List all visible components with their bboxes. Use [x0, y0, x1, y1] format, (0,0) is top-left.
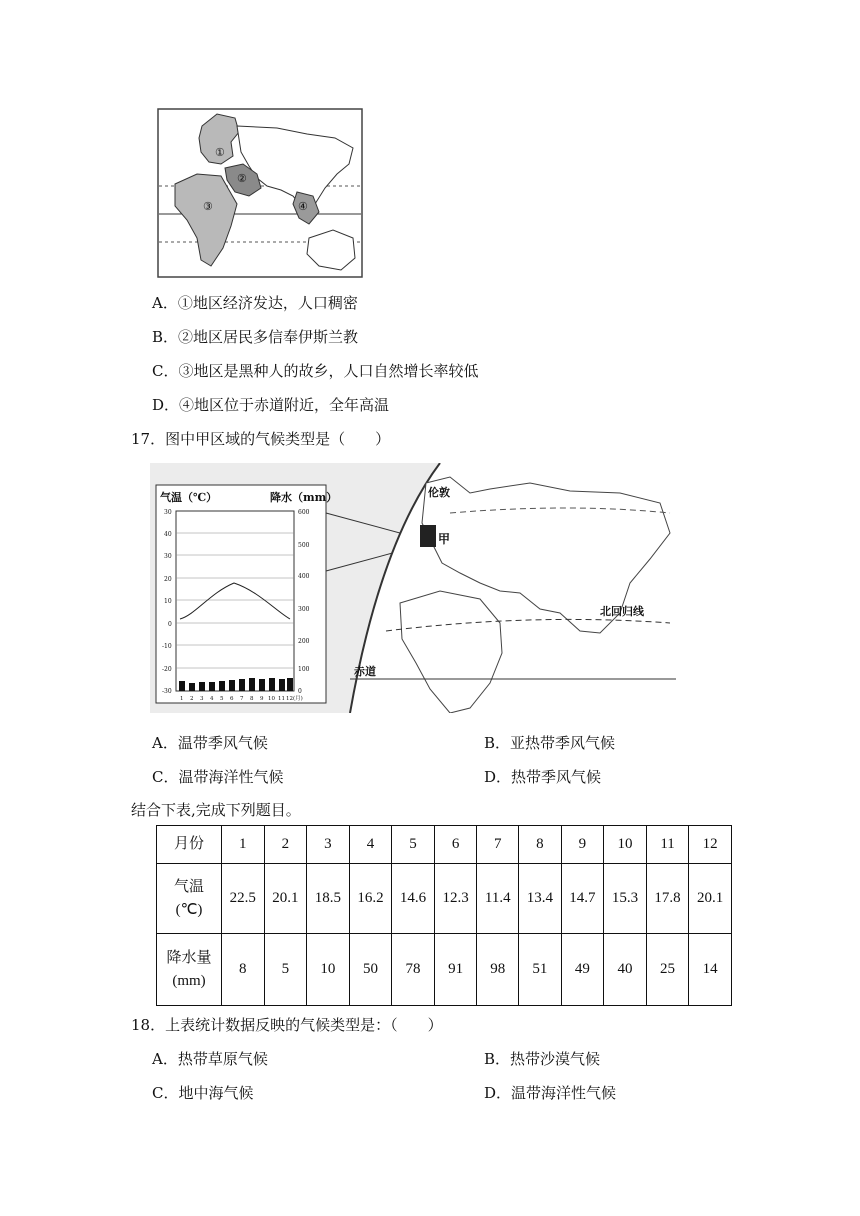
climate-data-table	[156, 825, 732, 1006]
q17-option-a[interactable]	[152, 732, 268, 753]
month-cell: 4	[349, 826, 392, 864]
precip-bar	[219, 681, 225, 691]
left-tick: 30	[164, 509, 172, 516]
q16-option-a[interactable]	[152, 292, 358, 313]
table-row-months	[157, 826, 732, 864]
q17-option-b[interactable]	[484, 732, 615, 753]
month-tick: 7	[240, 696, 244, 702]
precip-cell: 14	[689, 934, 732, 1006]
option-text: 地中海气候	[178, 1084, 254, 1102]
q17-option-d[interactable]	[484, 766, 601, 787]
precip-bar	[239, 679, 245, 691]
temp-cell: 15.3	[604, 864, 647, 934]
right-tick: 400	[298, 573, 310, 580]
month-tick: 4	[210, 696, 214, 702]
month-cell: 1	[222, 826, 265, 864]
temp-cell: 14.7	[561, 864, 604, 934]
precip-bar	[209, 682, 215, 691]
q16-map-figure	[157, 108, 363, 278]
option-letter: A．	[152, 294, 178, 312]
temp-cell: 11.4	[477, 864, 519, 934]
temp-cell: 20.1	[264, 864, 307, 934]
option-text: 热带草原气候	[177, 1050, 268, 1068]
climate-chart-and-map	[150, 463, 676, 713]
option-text: 亚热带季风气候	[510, 734, 616, 752]
temp-cell: 13.4	[519, 864, 562, 934]
precip-bar	[189, 683, 195, 691]
month-tick: 9	[260, 696, 264, 702]
precip-bar	[269, 678, 275, 691]
month-cell: 9	[561, 826, 604, 864]
month-tick: 11	[278, 696, 285, 702]
option-letter: B．	[152, 328, 179, 346]
q17-stem: 17．图中甲区域的气候类型是（ ）	[131, 430, 391, 448]
q16-option-b[interactable]	[152, 326, 358, 347]
equator-label: 赤道	[354, 665, 376, 678]
right-tick: 300	[298, 606, 310, 613]
right-tick: 100	[298, 666, 310, 673]
month-cell: 8	[519, 826, 562, 864]
q18-option-d[interactable]	[484, 1082, 616, 1103]
left-tick: -10	[162, 643, 172, 650]
month-tick: 8	[250, 696, 254, 702]
month-tick: 12(月)	[286, 696, 303, 702]
month-tick: 6	[230, 696, 234, 702]
month-cell: 10	[604, 826, 647, 864]
month-tick: 5	[220, 696, 224, 702]
month-cell: 3	[307, 826, 350, 864]
map-label-4: ④	[298, 200, 308, 213]
precip-cell: 51	[519, 934, 562, 1006]
table-intro: 结合下表,完成下列题目。	[131, 801, 301, 819]
left-tick: 10	[164, 598, 172, 605]
precip-bar	[259, 679, 265, 691]
month-tick: 2	[190, 696, 194, 702]
row-header-temperature: 气温 (℃)	[157, 864, 222, 934]
right-tick: 500	[298, 542, 310, 549]
q16-option-c[interactable]	[152, 360, 479, 381]
left-tick: -20	[162, 666, 172, 673]
option-text: ①地区经济发达，人口稠密	[177, 294, 358, 312]
option-letter: A．	[152, 734, 178, 752]
month-cell: 2	[264, 826, 307, 864]
option-letter: D．	[484, 1084, 512, 1102]
map-label-jia: 甲	[438, 532, 451, 546]
option-text: 温带海洋性气候	[178, 768, 284, 786]
precip-cell: 98	[477, 934, 519, 1006]
option-text: 热带沙漠气候	[510, 1050, 601, 1068]
right-tick: 600	[298, 509, 310, 516]
precip-cell: 78	[392, 934, 435, 1006]
precip-cell: 25	[646, 934, 689, 1006]
month-cell: 5	[392, 826, 435, 864]
option-letter: B．	[484, 1050, 511, 1068]
option-letter: C．	[152, 1084, 179, 1102]
precip-bar	[249, 678, 255, 691]
month-tick: 10	[268, 696, 275, 702]
option-letter: C．	[152, 362, 179, 380]
q17-option-c[interactable]	[152, 766, 284, 787]
map-label-1: ①	[215, 146, 225, 159]
month-tick: 1	[180, 696, 184, 702]
option-text: 温带季风气候	[177, 734, 268, 752]
map-label-2: ②	[237, 172, 247, 185]
month-cell: 11	[646, 826, 689, 864]
eastern-hemisphere-map	[157, 108, 363, 278]
precip-cell: 91	[434, 934, 477, 1006]
precip-bar	[229, 680, 235, 691]
option-text: ②地区居民多信奉伊斯兰教	[178, 328, 359, 346]
temp-cell: 18.5	[307, 864, 350, 934]
q16-option-d[interactable]	[152, 394, 389, 415]
precip-cell: 5	[264, 934, 307, 1006]
table-row-precipitation	[157, 934, 732, 1006]
q17-figure	[150, 463, 676, 713]
month-cell: 12	[689, 826, 732, 864]
q18-option-c[interactable]	[152, 1082, 254, 1103]
month-tick: 3	[200, 696, 204, 702]
table-row-temperature	[157, 864, 732, 934]
precip-cell: 8	[222, 934, 265, 1006]
map-label-3: ③	[203, 200, 213, 213]
temp-cell: 12.3	[434, 864, 477, 934]
left-tick: -30	[162, 688, 172, 695]
tropic-label: 北回归线	[600, 605, 644, 618]
left-tick: 20	[164, 576, 172, 583]
q18-stem: 18．上表统计数据反映的气候类型是：（ ）	[131, 1016, 443, 1034]
temp-cell: 20.1	[689, 864, 732, 934]
precip-cell: 50	[349, 934, 392, 1006]
precip-cell: 10	[307, 934, 350, 1006]
q18-option-a[interactable]	[152, 1048, 268, 1069]
precip-bar	[279, 679, 285, 691]
option-text: 温带海洋性气候	[511, 1084, 617, 1102]
temp-cell: 22.5	[222, 864, 265, 934]
right-tick: 200	[298, 638, 310, 645]
option-letter: B．	[484, 734, 511, 752]
temp-cell: 16.2	[349, 864, 392, 934]
row-header-precipitation: 降水量 (mm)	[157, 934, 222, 1006]
precip-bar	[287, 678, 293, 691]
temp-cell: 14.6	[392, 864, 435, 934]
precip-axis-title: 降水（mm）	[270, 491, 338, 504]
month-cell: 6	[434, 826, 477, 864]
precip-cell: 40	[604, 934, 647, 1006]
precip-bar	[179, 681, 185, 691]
month-cell: 7	[477, 826, 519, 864]
option-letter: A．	[152, 1050, 178, 1068]
left-tick: 30	[164, 553, 172, 560]
precip-bar	[199, 682, 205, 691]
right-tick: 0	[298, 688, 302, 695]
left-tick: 0	[168, 621, 172, 628]
option-text: ④地区位于赤道附近，全年高温	[179, 396, 390, 414]
precip-cell: 49	[561, 934, 604, 1006]
option-letter: D．	[484, 768, 512, 786]
q18-option-b[interactable]	[484, 1048, 600, 1069]
option-text: 热带季风气候	[511, 768, 602, 786]
temp-axis-title: 气温（℃）	[160, 491, 218, 504]
option-letter: D．	[152, 396, 180, 414]
row-header-month: 月份	[157, 826, 222, 864]
option-text: ③地区是黑种人的故乡，人口自然增长率较低	[178, 362, 479, 380]
map-label-london: 伦敦	[428, 486, 450, 499]
temp-cell: 17.8	[646, 864, 689, 934]
option-letter: C．	[152, 768, 179, 786]
left-tick: 40	[164, 531, 172, 538]
